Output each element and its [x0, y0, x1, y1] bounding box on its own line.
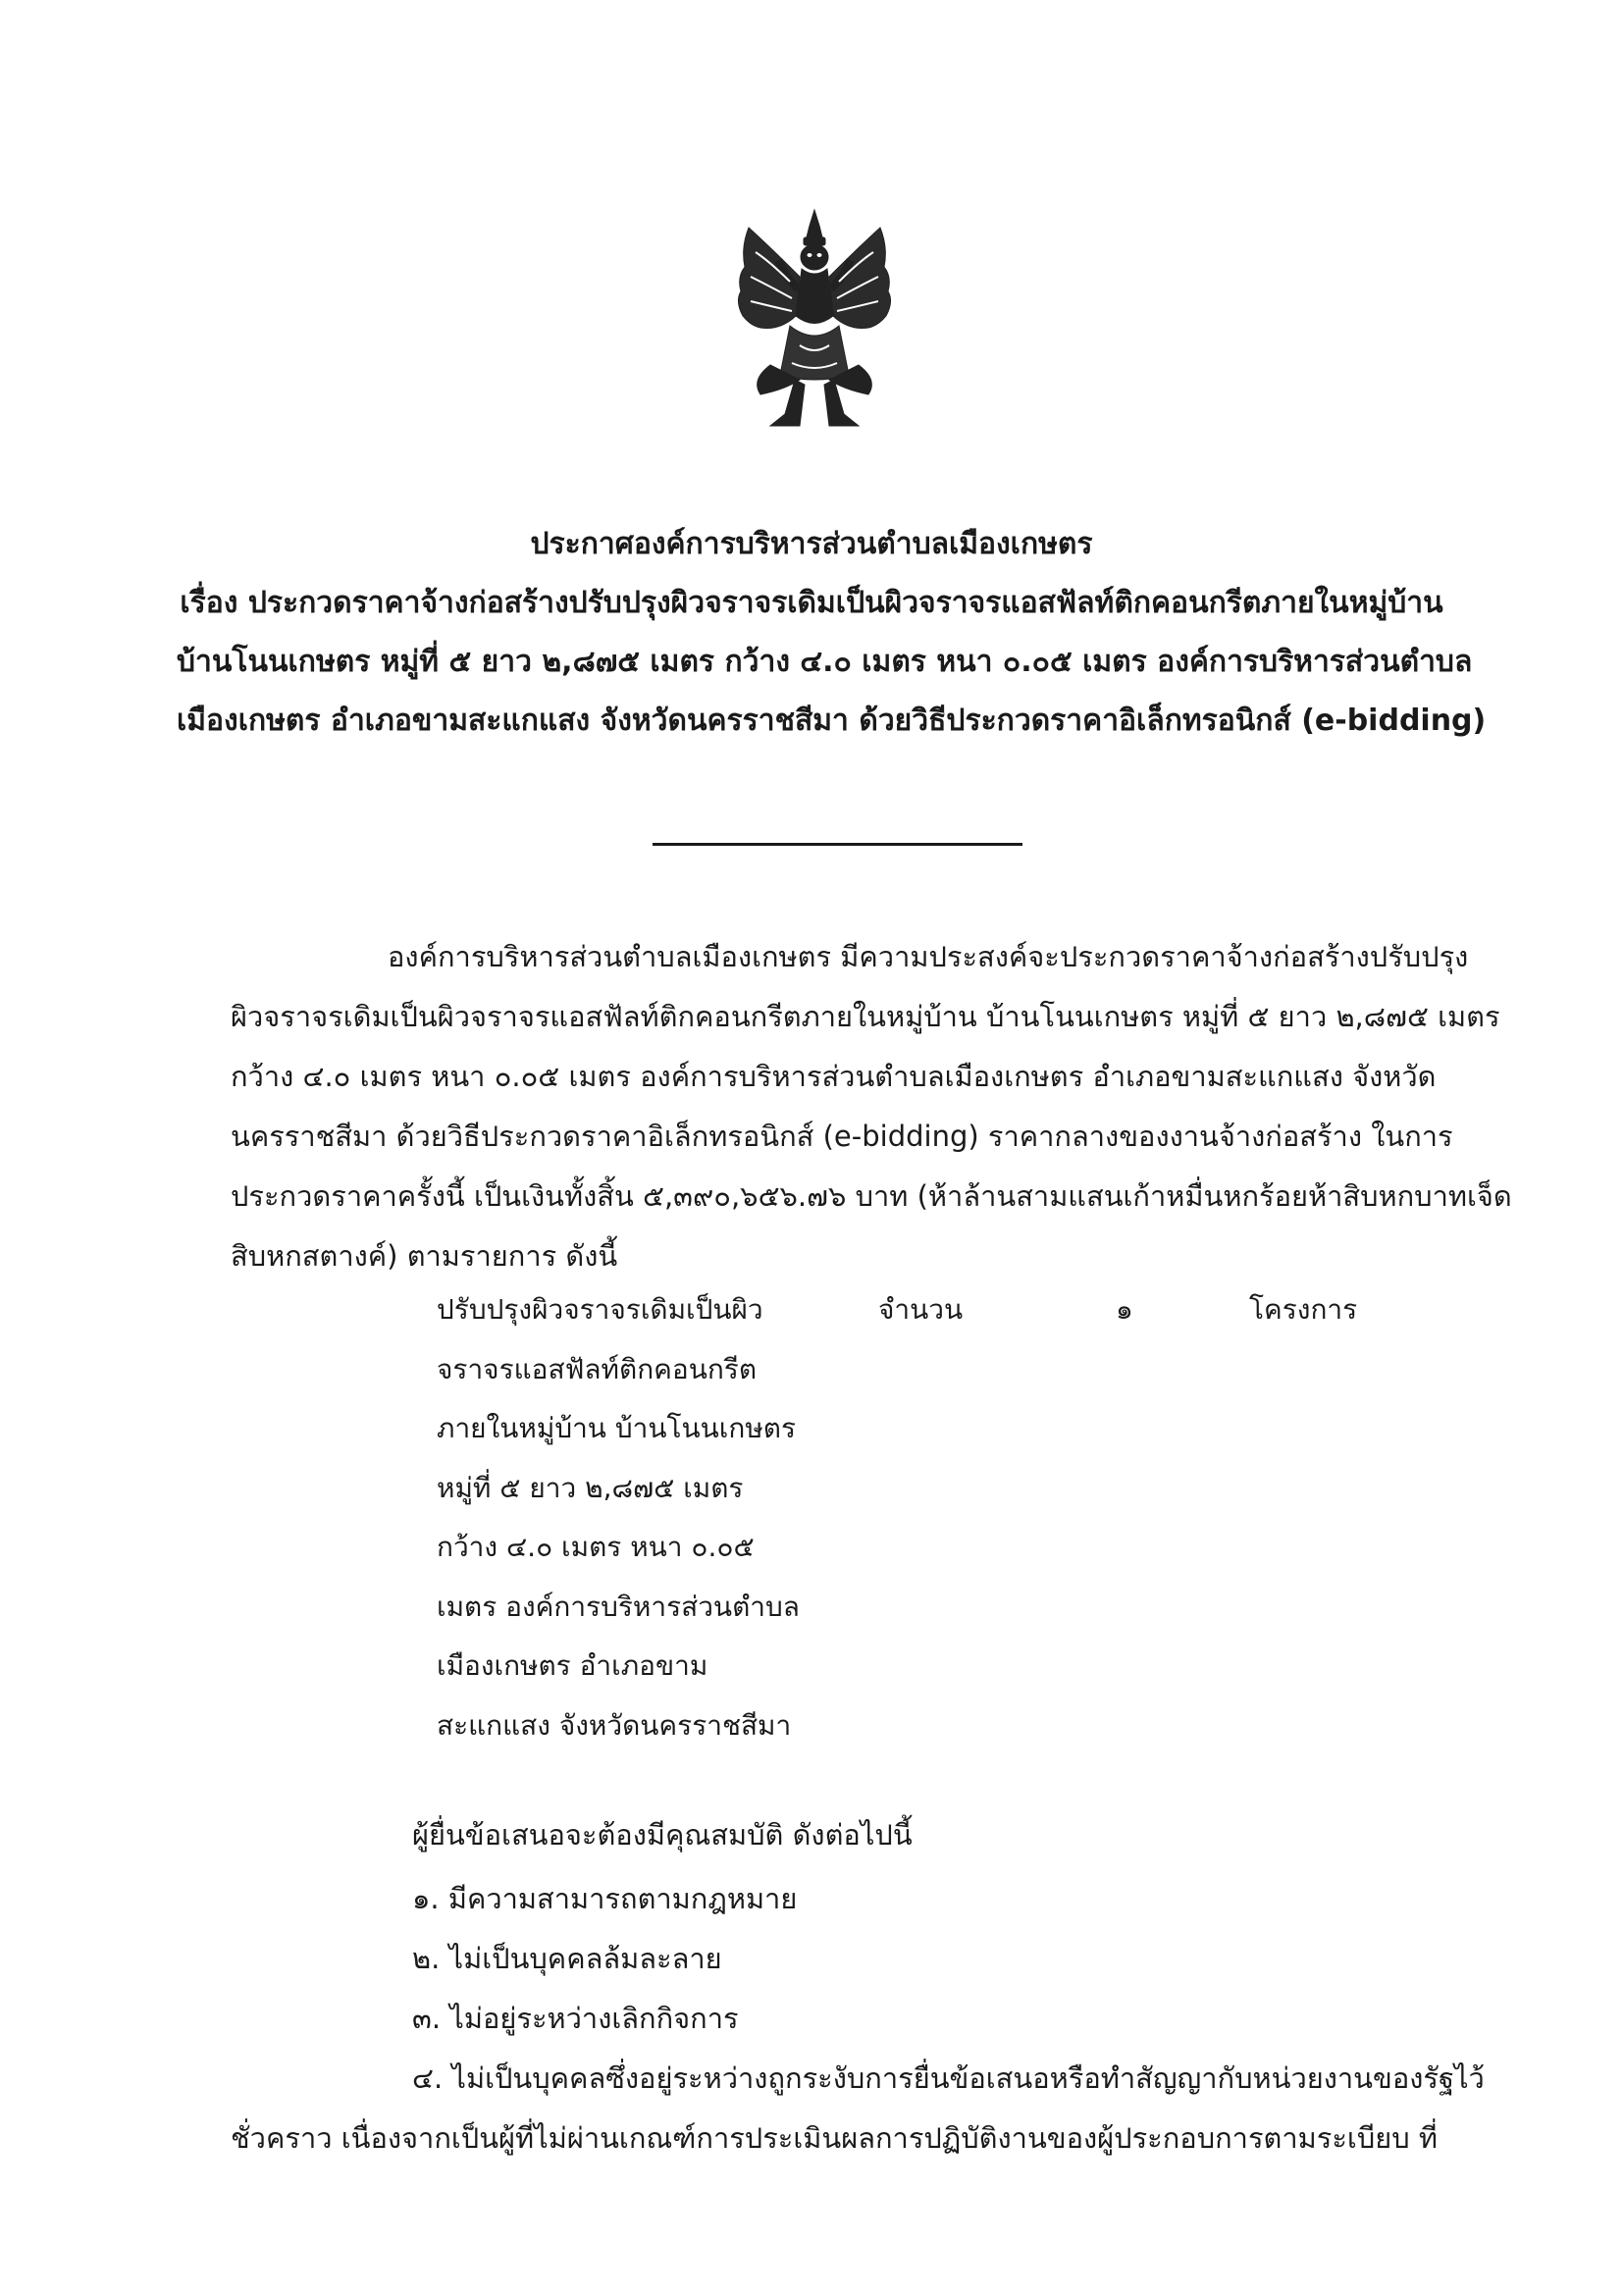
- announcement-header: [177, 515, 1487, 751]
- intro-line-2: ผิวจราจรเดิมเป็นผิวจราจรแอสฟัลท์ติกคอนกรีตภายในหมู่บ้าน บ้านโนนเกษตร หมู่ที่ ๕ ยาว ๒,๘๗๕ เมตร: [231, 1000, 1500, 1033]
- header-divider: [653, 843, 1022, 846]
- announcement-title: ประกาศองค์การบริหารส่วนตำบลเมืองเกษตร: [530, 527, 1093, 561]
- project-line: หมู่ที่ ๕ ยาว ๒,๘๗๕ เมตร: [437, 1471, 744, 1504]
- project-line: เมตร องค์การบริหารส่วนตำบล: [437, 1590, 800, 1623]
- project-description: [437, 1280, 800, 1755]
- project-line: กว้าง ๔.๐ เมตร หนา ๐.๐๕: [437, 1531, 755, 1563]
- qualification-item-4: [231, 2049, 1485, 2168]
- subject-line-3: เมืองเกษตร อำเภอขามสะแกแสง จังหวัดนครราชสีมา ด้วยวิธีประกวดราคาอิเล็กทรอนิกส์ (e-bidding): [177, 704, 1487, 738]
- subject-line-2: บ้านโนนเกษตร หมู่ที่ ๕ ยาว ๒,๘๗๕ เมตร กว้าง ๔.๐ เมตร หนา ๐.๐๕ เมตร องค์การบริหารส่วนตำบล: [177, 645, 1473, 679]
- qualification-4-line-1: ๔. ไม่เป็นบุคคลซึ่งอยู่ระหว่างถูกระงับการยื่นข้อเสนอหรือทำสัญญากับหน่วยงานของรัฐไว้: [412, 2061, 1485, 2095]
- intro-line-3: กว้าง ๔.๐ เมตร หนา ๐.๐๕ เมตร องค์การบริหารส่วนตำบลเมืองเกษตร อำเภอขามสะแกแสง จังหวัด: [231, 1060, 1437, 1093]
- project-line: ภายในหมู่บ้าน บ้านโนนเกษตร: [437, 1412, 797, 1444]
- project-line: เมืองเกษตร อำเภอขาม: [437, 1649, 708, 1682]
- project-line: ปรับปรุงผิวจราจรเดิมเป็นผิว: [437, 1293, 763, 1326]
- project-line: สะแกแสง จังหวัดนครราชสีมา: [437, 1708, 792, 1742]
- intro-paragraph: [231, 927, 1512, 1286]
- quantity-label: จำนวน: [878, 1293, 964, 1326]
- quantity-value: ๑: [1116, 1293, 1133, 1326]
- qualification-item-1: ๑. มีความสามารถตามกฎหมาย: [412, 1882, 798, 1915]
- quantity-unit: โครงการ: [1249, 1293, 1358, 1326]
- intro-line-6: สิบหกสตางค์) ตามรายการ ดังนี้: [231, 1239, 618, 1273]
- garuda-emblem-icon: [731, 208, 898, 434]
- qualifications-heading: ผู้ยื่นข้อเสนอจะต้องมีคุณสมบัติ ดังต่อไปนี้: [412, 1818, 913, 1852]
- subject-line-1: เรื่อง ประกวดราคาจ้างก่อสร้างปรับปรุงผิวจราจรเดิมเป็นผิวจราจรแอสฟัลท์ติกคอนกรีตภายในหมู่บ้าน: [180, 586, 1443, 620]
- project-line: จราจรแอสฟัลท์ติกคอนกรีต: [437, 1352, 758, 1385]
- qualification-item-2: ๒. ไม่เป็นบุคคลล้มละลาย: [412, 1942, 722, 1975]
- qualification-item-3: ๓. ไม่อยู่ระหว่างเลิกกิจการ: [412, 2002, 739, 2035]
- intro-line-1: องค์การบริหารส่วนตำบลเมืองเกษตร มีความประสงค์จะประกวดราคาจ้างก่อสร้างปรับปรุง: [388, 940, 1469, 973]
- qualification-4-line-2: ชั่วคราว เนื่องจากเป็นผู้ที่ไม่ผ่านเกณฑ์การประเมินผลการปฏิบัติงานของผู้ประกอบการตามระเบียบ ที่: [231, 2121, 1438, 2155]
- intro-line-4: นครราชสีมา ด้วยวิธีประกวดราคาอิเล็กทรอนิกส์ (e-bidding) ราคากลางของงานจ้างก่อสร้าง ในการ: [231, 1120, 1453, 1153]
- intro-line-5: ประกวดราคาครั้งนี้ เป็นเงินทั้งสิ้น ๕,๓๙๐,๖๕๖.๗๖ บาท (ห้าล้านสามแสนเก้าหมื่นหกร้อยห้าสิบหกบาทเจ็ด: [231, 1179, 1512, 1213]
